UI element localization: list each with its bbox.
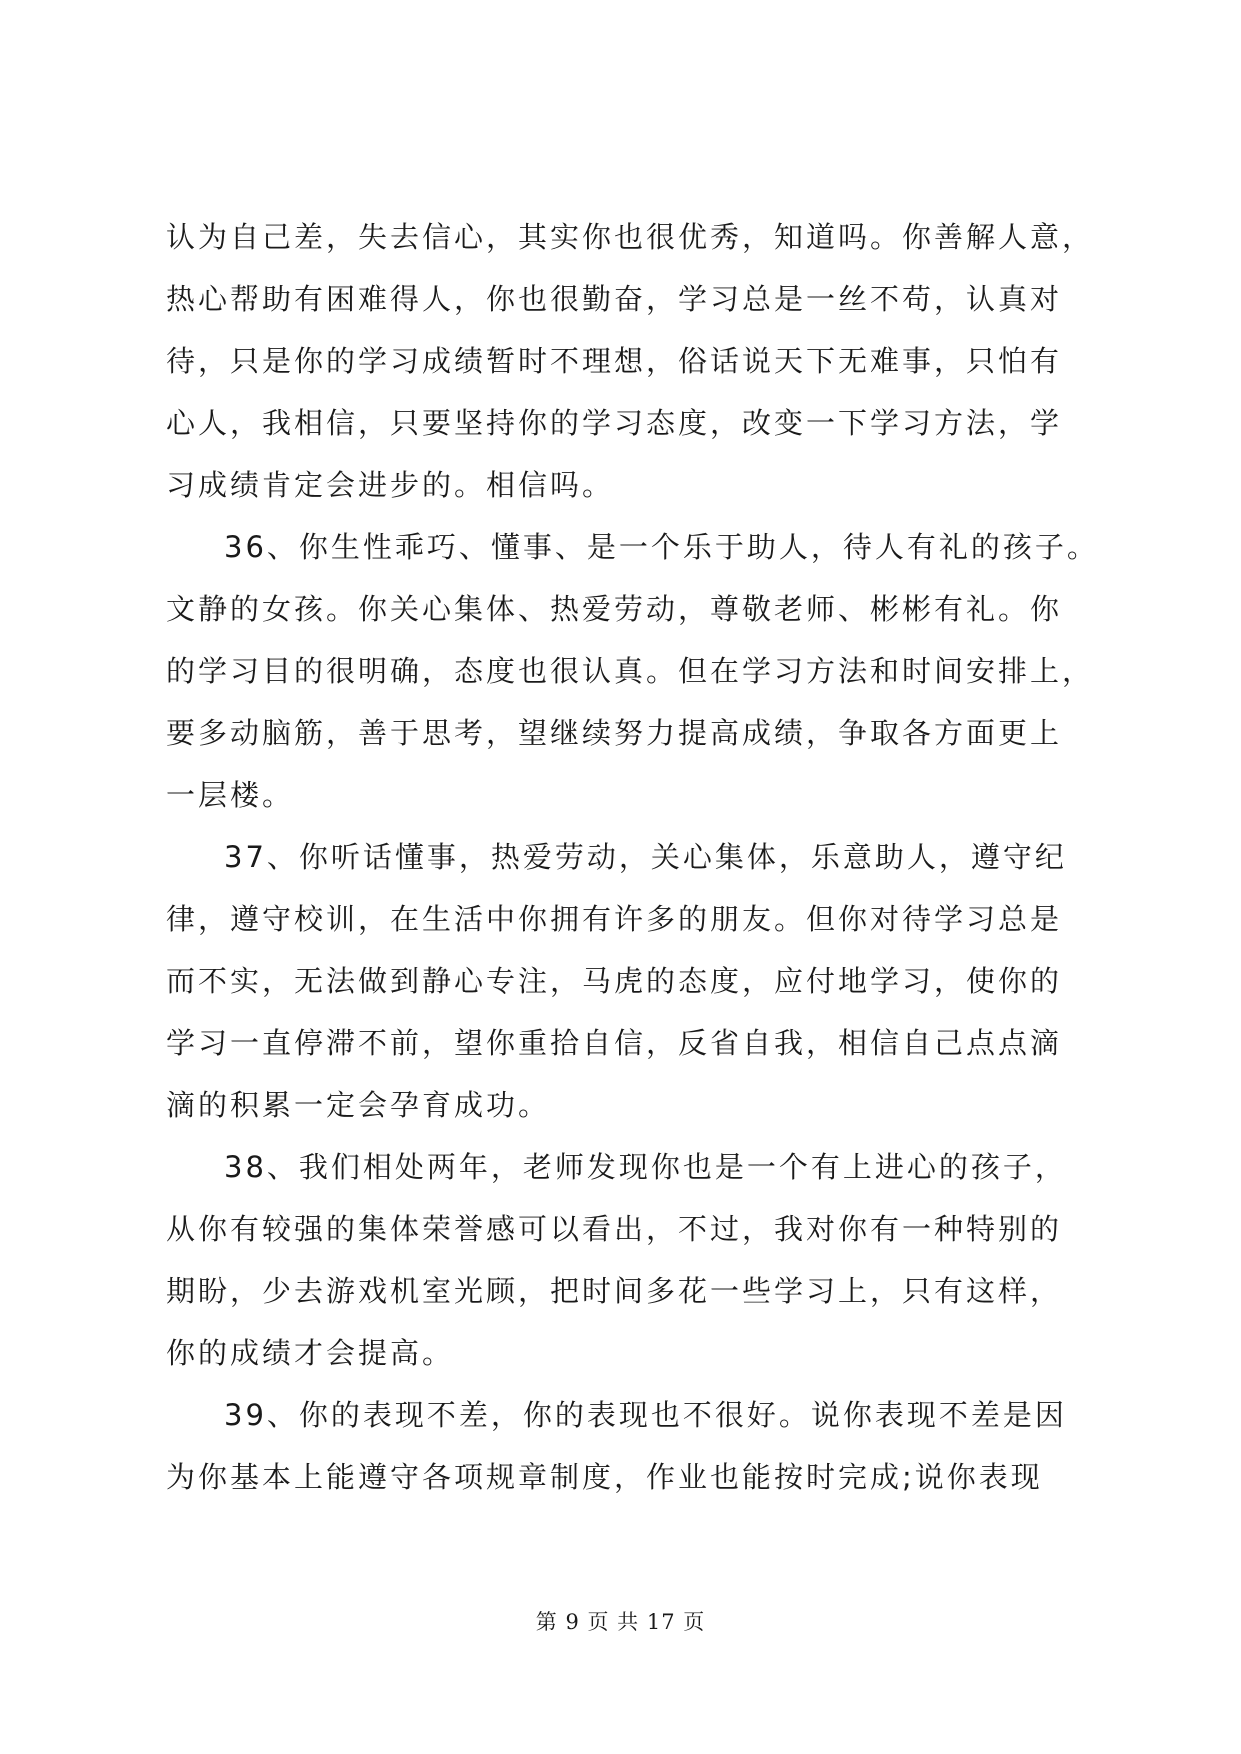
text-line: 一层楼。	[166, 778, 295, 812]
text-line: 期盼，少去游戏机室光顾，把时间多花一些学习上，只有这样，	[166, 1274, 1063, 1308]
text-line: 学习一直停滞不前，望你重拾自信，反省自我，相信自己点点滴	[166, 1026, 1063, 1060]
text-line: 而不实，无法做到静心专注，马虎的态度，应付地学习，使你的	[166, 964, 1063, 998]
page-footer: 第 9 页 共 17 页	[535, 1610, 706, 1634]
text-line: 文静的女孩。你关心集体、热爱劳动，尊敬老师、彬彬有礼。你	[166, 592, 1063, 626]
text-line: 律，遵守校训，在生活中你拥有许多的朋友。但你对待学习总是	[166, 902, 1063, 936]
text-line: 热心帮助有困难得人，你也很勤奋，学习总是一丝不苟，认真对	[166, 282, 1063, 316]
text-line: 待，只是你的学习成绩暂时不理想，俗话说天下无难事，只怕有	[166, 344, 1063, 378]
document-body	[166, 206, 1099, 1508]
text-line: 认为自己差，失去信心，其实你也很优秀，知道吗。你善解人意，	[166, 220, 1095, 254]
text-line: 滴的积累一定会孕育成功。	[166, 1088, 551, 1122]
paragraph-37-start: 37、你听话懂事，热爱劳动，关心集体，乐意助人，遵守纪	[224, 840, 1067, 874]
text-line: 心人，我相信，只要坚持你的学习态度，改变一下学习方法，学	[166, 406, 1063, 440]
text-line: 为你基本上能遵守各项规章制度，作业也能按时完成;说你表现	[166, 1460, 1043, 1494]
text-line: 从你有较强的集体荣誉感可以看出，不过，我对你有一种特别的	[166, 1212, 1063, 1246]
paragraph-38-start: 38、我们相处两年，老师发现你也是一个有上进心的孩子，	[224, 1150, 1067, 1184]
paragraph-39-start: 39、你的表现不差，你的表现也不很好。说你表现不差是因	[224, 1398, 1067, 1432]
text-line: 的学习目的很明确，态度也很认真。但在学习方法和时间安排上，	[166, 654, 1095, 688]
text-line: 你的成绩才会提高。	[166, 1336, 455, 1370]
text-line: 要多动脑筋，善于思考，望继续努力提高成绩，争取各方面更上	[166, 716, 1063, 750]
text-line: 习成绩肯定会进步的。相信吗。	[166, 468, 615, 502]
paragraph-36-start: 36、你生性乖巧、懂事、是一个乐于助人，待人有礼的孩子。	[224, 530, 1099, 564]
